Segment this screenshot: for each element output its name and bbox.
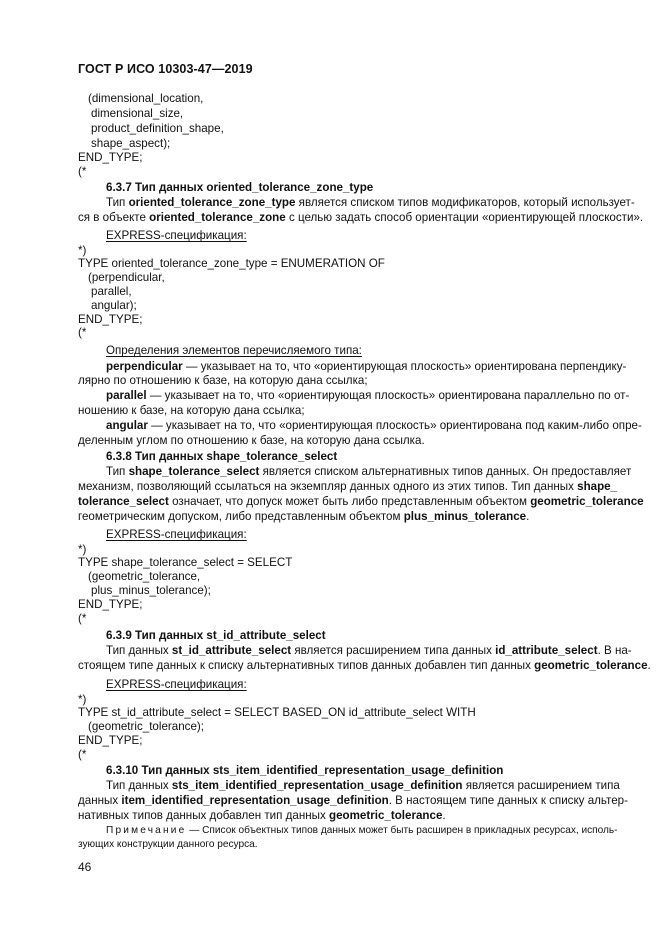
code-line: (* <box>78 326 87 339</box>
code-line: END_TYPE; <box>78 598 143 611</box>
code-line: dimensional_size, <box>91 107 184 120</box>
code-line: *) <box>78 543 87 556</box>
section-heading-6-3-7: 6.3.7 Тип данных oriented_tolerance_zone_type <box>106 181 374 194</box>
definition-line: лярно по отношению к базе, на которую дана ссылка; <box>78 374 368 387</box>
paragraph-line: Тип shape_tolerance_select является списком альтернативных типов данных. Он предоставляет <box>106 465 632 478</box>
code-line: (* <box>78 748 87 761</box>
note-line: зующих конструкции данного ресурса. <box>78 839 258 850</box>
paragraph-line: Тип oriented_tolerance_zone_type является списком типов модификаторов, который использует- <box>106 196 635 209</box>
definition-line: perpendicular — указывает на то, что «ориентирующая плоскость» ориентирована перпендику- <box>106 360 627 373</box>
paragraph-line: ся в объекте oriented_tolerance_zone с целью задать способ ориентации «ориентирующей плоскости». <box>78 211 644 224</box>
paragraph-line: tolerance_select означает, что допуск может быть либо представленным объектом geometric_tolerance <box>78 495 644 508</box>
section-heading-6-3-9: 6.3.9 Тип данных st_id_attribute_select <box>106 629 326 642</box>
code-line: (perpendicular, <box>88 271 165 284</box>
paragraph-line: механизм, позволяющий ссылаться на экземпляр данных одного из этих типов. Тип данных shape_ <box>78 480 618 493</box>
code-line: (* <box>78 612 87 625</box>
express-spec-label: EXPRESS-спецификация: <box>106 678 247 691</box>
note-line: Примечание — Список объектных типов данных может быть расширен в прикладных ресурсах, исполь- <box>106 825 618 836</box>
page-number: 46 <box>78 860 92 874</box>
code-line: (geometric_tolerance); <box>88 720 204 733</box>
section-heading-6-3-10: 6.3.10 Тип данных sts_item_identified_representation_usage_definition <box>106 764 504 777</box>
code-line: *) <box>78 244 87 257</box>
paragraph-line: Тип данных sts_item_identified_representation_usage_definition является расширением типа <box>106 779 620 792</box>
code-line: *) <box>78 693 87 706</box>
paragraph-line: нативных типов данных добавлен тип данных geometric_tolerance. <box>78 809 446 822</box>
section-heading-6-3-8: 6.3.8 Тип данных shape_tolerance_select <box>106 450 338 463</box>
code-line: TYPE shape_tolerance_select = SELECT <box>78 556 293 569</box>
paragraph-line: геометрическим допуском, либо представленным объектом plus_minus_tolerance. <box>78 510 530 523</box>
definitions-title: Определения элементов перечисляемого типа: <box>106 344 362 357</box>
code-line: (* <box>78 165 87 178</box>
code-line: END_TYPE; <box>78 734 143 747</box>
code-line: plus_minus_tolerance); <box>91 584 211 597</box>
code-line: END_TYPE; <box>78 151 143 164</box>
document-header: ГОСТ Р ИСО 10303-47—2019 <box>78 62 253 76</box>
code-line: angular); <box>91 299 137 312</box>
paragraph-line: Тип данных st_id_attribute_select является расширением типа данных id_attribute_select. В на- <box>106 644 632 657</box>
code-line: shape_aspect); <box>91 137 171 150</box>
code-line: END_TYPE; <box>78 313 143 326</box>
express-spec-label: EXPRESS-спецификация: <box>106 229 247 242</box>
code-line: TYPE oriented_tolerance_zone_type = ENUMERATION OF <box>78 257 385 270</box>
code-line: parallel, <box>91 285 132 298</box>
code-line: (geometric_tolerance, <box>88 570 201 583</box>
code-line: (dimensional_location, <box>88 92 204 105</box>
definition-line: parallel — указывает на то, что «ориентирующая плоскость» ориентирована параллельно по от- <box>106 389 630 402</box>
paragraph-line: данных item_identified_representation_usage_definition. В настоящем типе данных к списку альтер- <box>78 794 628 807</box>
code-line: product_definition_shape, <box>91 122 224 135</box>
code-line: TYPE st_id_attribute_select = SELECT BASED_ON id_attribute_select WITH <box>78 706 476 719</box>
paragraph-line: стоящем типе данных к списку альтернативных типов данных добавлен тип данных geometric_tolerance. <box>78 659 651 672</box>
definition-line: angular — указывает на то, что «ориентирующая плоскость» ориентирована под каким-либо опре- <box>106 419 642 432</box>
definition-line: деленным углом по отношению к базе, на которую дана ссылка. <box>78 434 425 447</box>
definition-line: ношению к базе, на которую дана ссылка; <box>78 404 305 417</box>
express-spec-label: EXPRESS-спецификация: <box>106 528 247 541</box>
